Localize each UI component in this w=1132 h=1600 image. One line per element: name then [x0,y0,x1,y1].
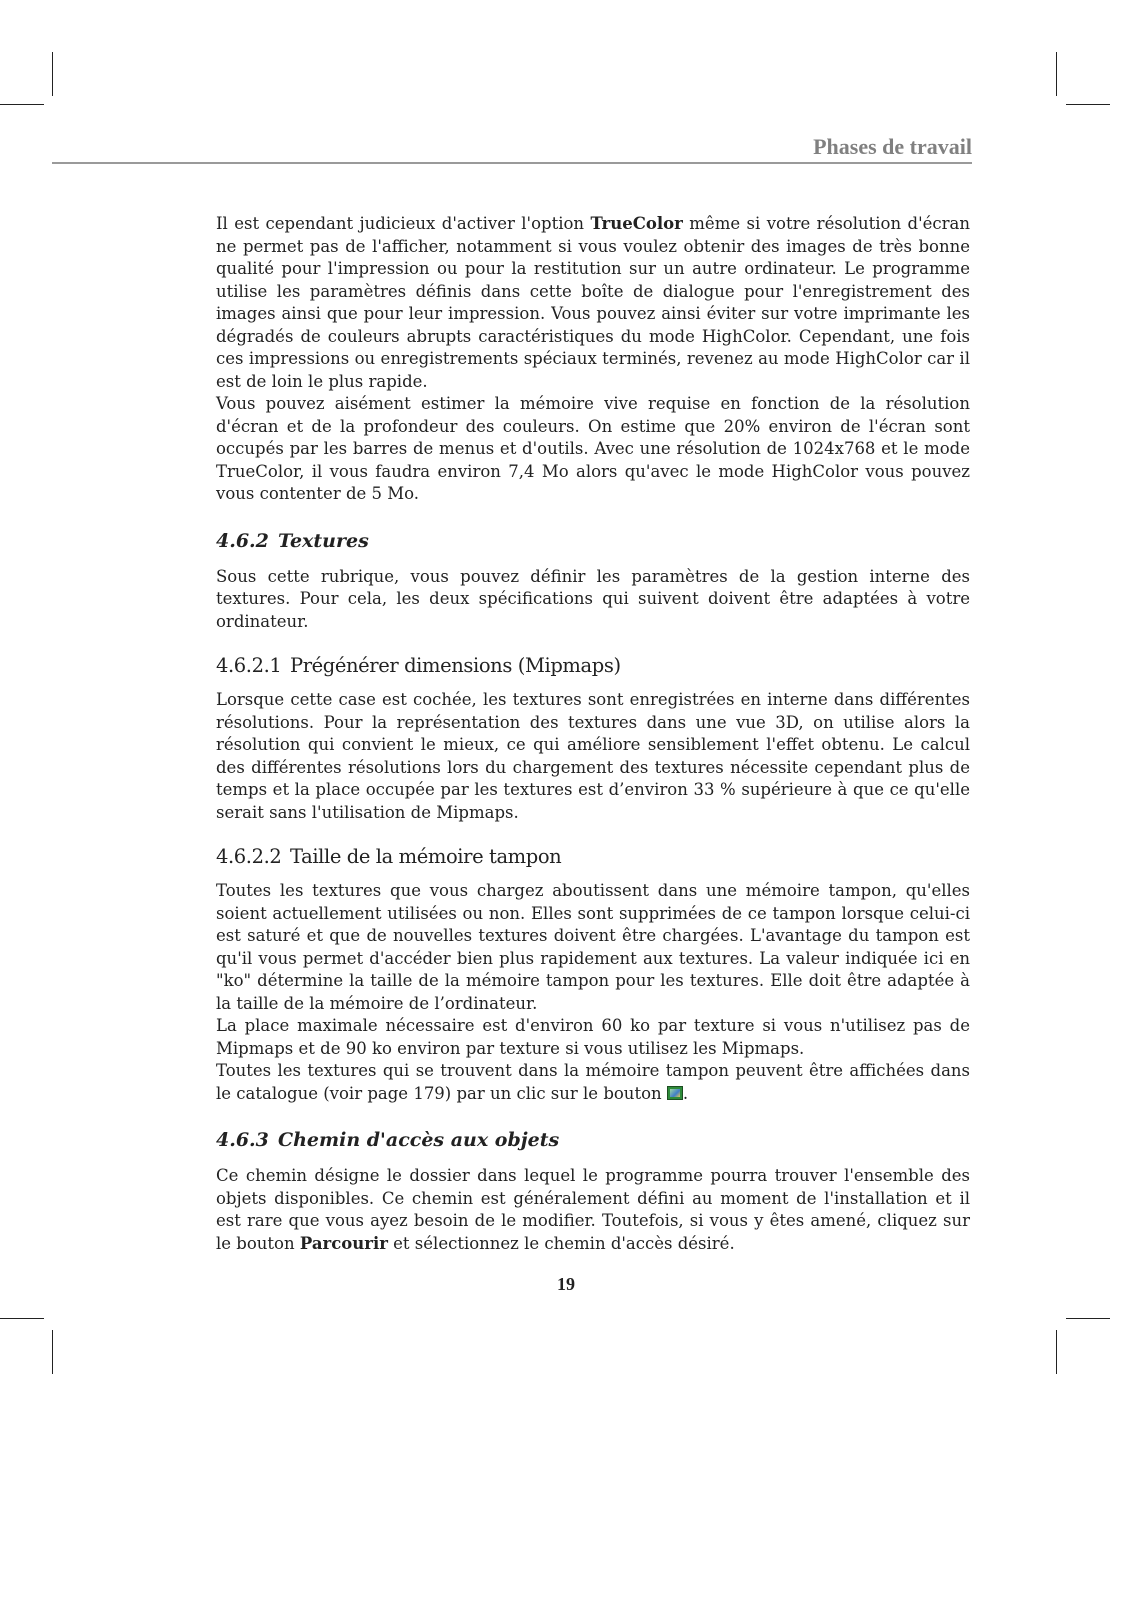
crop-mark-top-left-h [0,104,44,105]
path-text: Ce chemin désigne le dossier dans lequel le programme pourra trouver l'ensemble des objets disponibles. Ce chemin est généralement défini au moment de l'installation et il est rare que vous ayez besoin de le modifier. Toutefois, si vous y êtes amené, cliquez sur le bouton [216,1166,970,1253]
page-number: 19 [557,1274,575,1294]
running-header: Phases de travail [813,134,972,159]
intro-text: Il est cependant judicieux d'activer l'option [216,214,591,233]
buffer-paragraph-2: La place maximale nécessaire est d'environ 60 ko par texture si vous n'utilisez pas de Mipmaps et de 90 ko environ par texture si vous utilisez les Mipmaps. [216,1016,970,1058]
intro-paragraph-1 [216,213,970,393]
page-body [216,213,970,1255]
intro-text-cont: même si votre résolution d'écran ne permet pas de l'afficher, notamment si vous voulez obtenir des images de très bonne qualité pour l'impression ou pour la restitution sur un autre ordinateur. Le programme utilise les paramètres définis dans cette boîte de dialogue pour l'enregistrement des images ainsi que pour leur impression. Vous pouvez ainsi éviter sur votre imprimante les dégradés de couleurs abrupts caractéristiques du mode HighColor. Cependant, une fois ces impressions ou enregistrements spéciaux terminés, revenez au mode HighColor car il est de loin le plus rapide. [216,214,970,391]
section-heading-textures [216,528,970,554]
subsection-title: Prégénérer dimensions (Mipmaps) [290,654,621,677]
section-heading-object-path [216,1127,970,1153]
object-path-paragraph [216,1165,970,1255]
header-rule [52,162,972,164]
crop-mark-top-left-v [52,52,53,96]
section-number: 4.6.3 [216,1129,269,1151]
crop-mark-bottom-right-v [1056,1330,1057,1374]
textures-paragraph: Sous cette rubrique, vous pouvez définir les paramètres de la gestion interne des textures. Pour cela, les deux spécifications qui suivent doivent être adaptées à votre ordinateur. [216,566,970,631]
buffer-paragraph-1: Toutes les textures que vous chargez aboutissent dans une mémoire tampon, qu'elles soient actuellement utilisées ou non. Elles sont supprimées de ce tampon lorsque celui-ci est saturé et que de nouvelles textures doivent être chargées. L'avantage du tampon est qu'il vous permet d'accéder bien plus rapidement aux textures. La valeur indiquée ici en "ko" détermine la taille de la mémoire tampon pour les textures. Elle doit être adaptée à la taille de la mémoire de l’ordinateur. [216,881,970,1013]
subsection-heading-buffer [216,844,970,870]
buffer-paragraph-3 [216,1060,970,1105]
crop-mark-bottom-right-h [1066,1318,1110,1319]
subsection-title: Taille de la mémoire tampon [290,845,562,868]
buffer-text: Toutes les textures qui se trouvent dans la mémoire tampon peuvent être affichées dans le catalogue (voir page 179) par un clic sur le bouton [216,1061,970,1103]
crop-mark-bottom-left-v [52,1330,53,1374]
subsection-number: 4.6.2.1 [216,654,282,677]
truecolor-option: TrueColor [590,214,683,233]
mipmaps-paragraph: Lorsque cette case est cochée, les textures sont enregistrées en interne dans différentes résolutions. Pour la représentation des textures dans une vue 3D, on utilise alors la résolution qui convient le mieux, ce qui améliore sensiblement l'effet obtenu. Le calcul des différentes résolutions lors du chargement des textures nécessite cependant plus de temps et la place occupée par les textures est d’environ 33 % supérieure à que ce qu'elle serait sans l'utilisation de Mipmaps. [216,690,970,822]
section-title: Chemin d'accès aux objets [278,1129,560,1151]
crop-mark-bottom-left-h [0,1318,44,1319]
path-text-end: et sélectionnez le chemin d'accès désiré. [387,1233,735,1253]
subsection-number: 4.6.2.2 [216,845,282,868]
crop-mark-top-right-v [1056,52,1057,96]
intro-paragraph-2: Vous pouvez aisément estimer la mémoire vive requise en fonction de la résolution d'écran et de la profondeur des couleurs. On estime que 20% environ de l'écran sont occupés par les barres de menus et d'outils. Avec une résolution de 1024x768 et le mode TrueColor, il vous faudra environ 7,4 Mo alors qu'avec le mode HighColor vous pouvez vous contenter de 5 Mo. [216,394,970,503]
section-title: Textures [278,529,369,552]
buffer-text-end: . [682,1083,689,1103]
browse-button-label: Parcourir [299,1233,388,1253]
subsection-heading-mipmaps [216,653,970,679]
texture-catalog-icon [667,1086,683,1100]
crop-mark-top-right-h [1066,104,1110,105]
section-number: 4.6.2 [216,529,269,552]
